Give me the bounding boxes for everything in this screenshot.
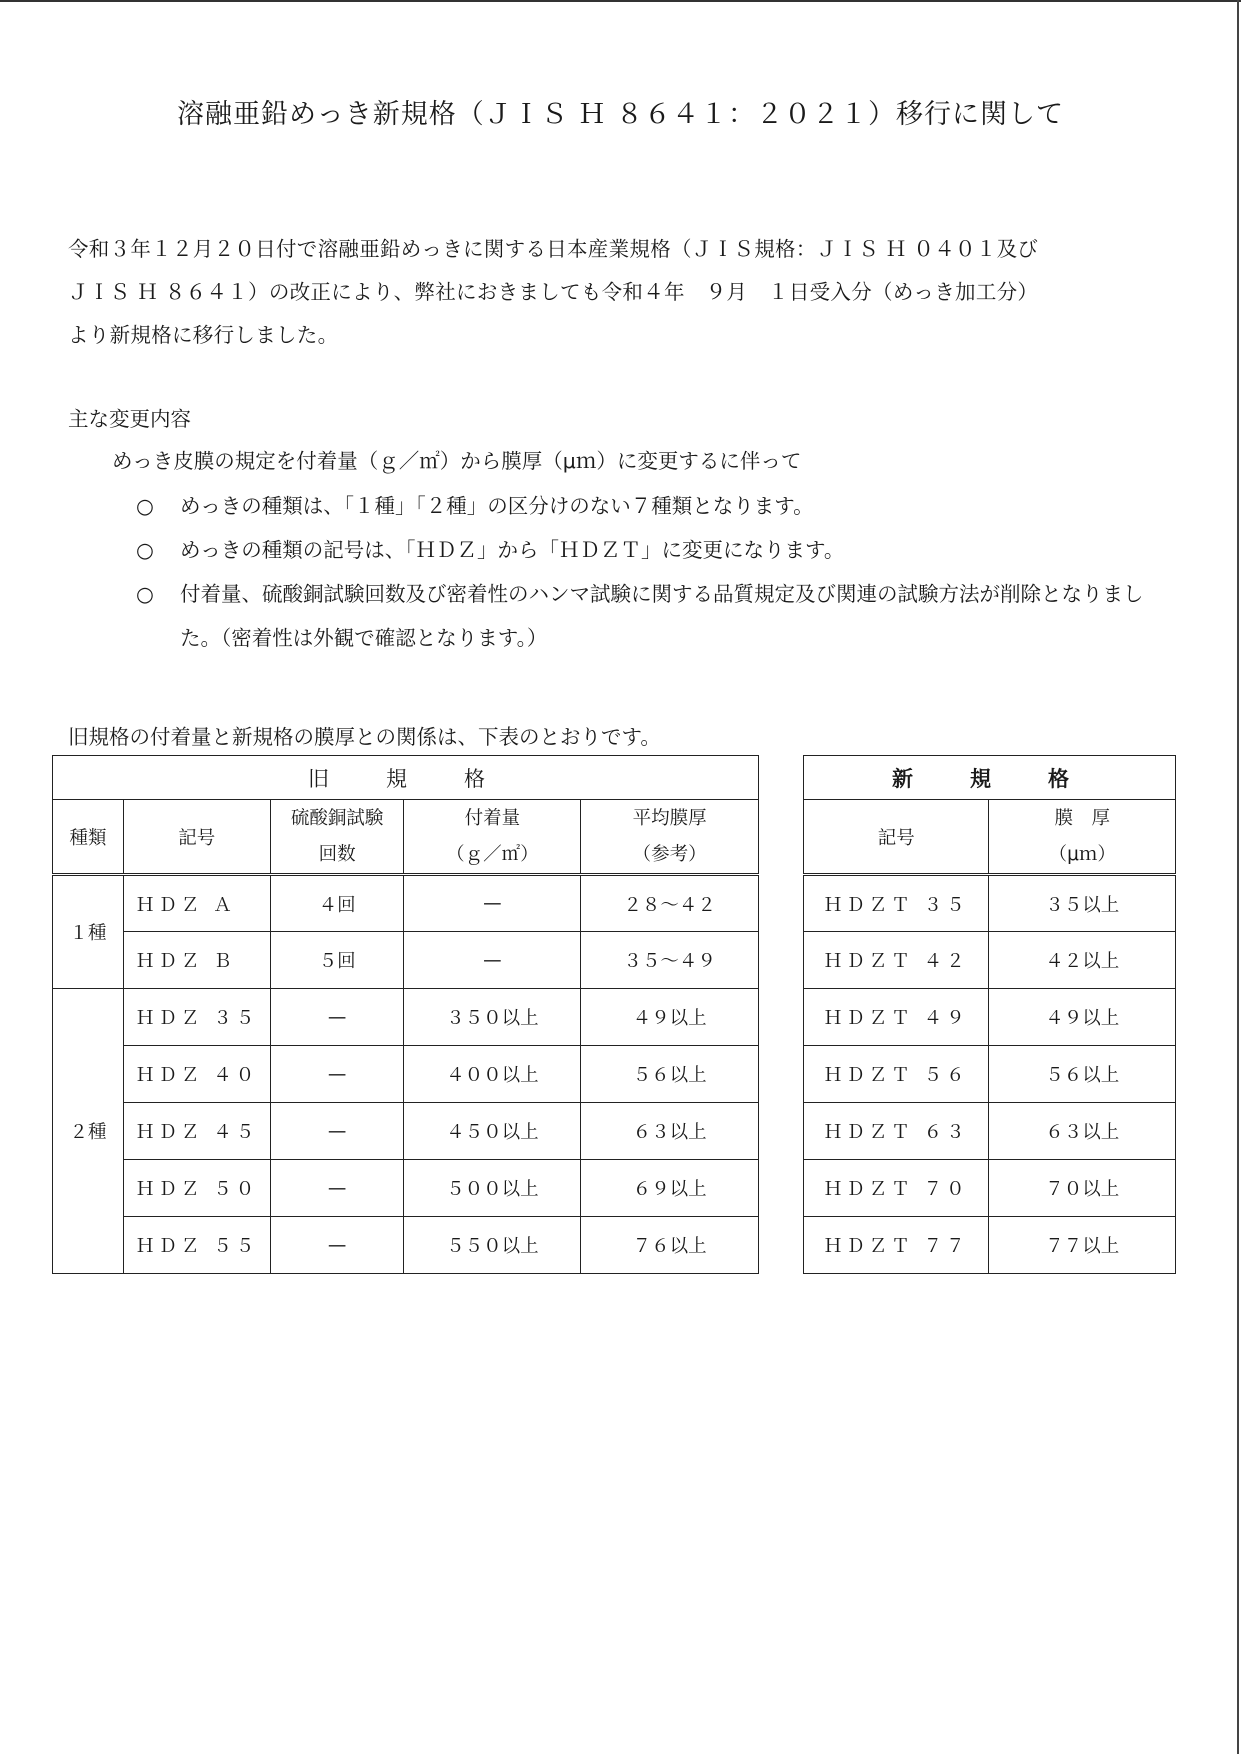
new-symbol-cell: ＨＤＺＴ ３５: [804, 875, 989, 932]
changes-list: [136, 484, 1176, 660]
col-header-copper-test-line1: 硫酸銅試験: [290, 807, 384, 829]
new-thickness-cell: ４２以上: [989, 932, 1176, 989]
table-row: [53, 1046, 759, 1103]
circle-bullet-icon: ○: [136, 582, 154, 606]
table-row: [53, 1160, 759, 1217]
symbol-cell: ＨＤＺ Ａ: [123, 875, 270, 932]
changes-intro: めっき皮膜の規定を付着量（ｇ／㎡）から膜厚（μｍ）に変更するに伴って: [112, 449, 802, 473]
copper-cell: —: [270, 1103, 404, 1160]
table-row: [53, 1217, 759, 1274]
thickness-cell: ４９以上: [581, 989, 759, 1046]
col-header-coating-mass-line1: 付着量: [464, 807, 521, 829]
table-row: [804, 932, 1176, 989]
col-header-coating-mass: [404, 800, 581, 875]
new-symbol-cell: ＨＤＺＴ ４９: [804, 989, 989, 1046]
copper-cell: —: [270, 989, 404, 1046]
mass-cell: —: [404, 875, 581, 932]
col-header-thickness-line1: 膜 厚: [1054, 807, 1110, 829]
table-row: [53, 989, 759, 1046]
col-header-thickness: [989, 800, 1176, 875]
new-symbol-cell: ＨＤＺＴ ７０: [804, 1160, 989, 1217]
col-header-thickness-line2: （μｍ）: [1048, 843, 1116, 865]
circle-bullet-icon: ○: [136, 538, 154, 562]
list-item: [136, 484, 1176, 528]
new-symbol-cell: ＨＤＺＴ ５６: [804, 1046, 989, 1103]
symbol-cell: ＨＤＺ ４０: [123, 1046, 270, 1103]
table-caption: 旧規格の付着量と新規格の膜厚との関係は、下表のとおりです。: [68, 725, 661, 749]
copper-cell: ４回: [270, 875, 404, 932]
mass-cell: —: [404, 932, 581, 989]
group-cell-type1: １種: [53, 875, 124, 989]
old-standard-table: [52, 755, 759, 1274]
scan-edge-top: [0, 0, 1241, 2]
new-thickness-cell: ３５以上: [989, 875, 1176, 932]
paragraph-line-1: 令和３年１２月２０日付で溶融亜鉛めっきに関する日本産業規格（ＪＩＳ規格：ＪＩＳ Ｈ ０４０１及び: [68, 237, 1039, 261]
col-header-copper-test-line2: 回数: [318, 843, 356, 865]
table-row: [804, 1160, 1176, 1217]
col-header-coating-mass-line2: （ｇ／㎡）: [446, 843, 539, 865]
col-header-copper-test: [270, 800, 404, 875]
copper-cell: —: [270, 1046, 404, 1103]
change-item-text: 付着量、硫酸銅試験回数及び密着性のハンマ試験に関する品質規定及び関連の試験方法が削除となりました。（密着性は外観で確認となります。）: [180, 582, 1144, 650]
change-item-text: めっきの種類の記号は、「ＨＤＺ」から「ＨＤＺＴ」に変更になります。: [180, 538, 845, 562]
group-cell-type2: ２種: [53, 989, 124, 1274]
col-header-new-symbol: 記号: [804, 800, 989, 875]
symbol-cell: ＨＤＺ ４５: [123, 1103, 270, 1160]
table-row: [804, 1217, 1176, 1274]
changes-heading: 主な変更内容: [68, 407, 191, 431]
list-item: [136, 572, 1176, 660]
symbol-cell: ＨＤＺ ５５: [123, 1217, 270, 1274]
table-row: [804, 1103, 1176, 1160]
col-header-avg-thickness-line2: （参考）: [632, 843, 707, 865]
col-header-type: 種類: [53, 800, 124, 875]
mass-cell: ４５０以上: [404, 1103, 581, 1160]
col-header-avg-thickness: [581, 800, 759, 875]
thickness-cell: ６３以上: [581, 1103, 759, 1160]
document-title: 溶融亜鉛めっき新規格（ＪＩＳ Ｈ ８６４１：２０２１）移行に関して: [177, 99, 1064, 130]
new-thickness-cell: ６３以上: [989, 1103, 1176, 1160]
col-header-avg-thickness-line1: 平均膜厚: [632, 807, 707, 829]
mass-cell: ３５０以上: [404, 989, 581, 1046]
new-symbol-cell: ＨＤＺＴ ６３: [804, 1103, 989, 1160]
new-symbol-cell: ＨＤＺＴ ４２: [804, 932, 989, 989]
new-thickness-cell: ４９以上: [989, 989, 1176, 1046]
col-header-symbol: 記号: [123, 800, 270, 875]
new-standard-header: 新 規 格: [804, 756, 1176, 800]
new-symbol-cell: ＨＤＺＴ ７７: [804, 1217, 989, 1274]
change-item-text: めっきの種類は、「１種」「２種」の区分けのない７種類となります。: [180, 494, 814, 518]
symbol-cell: ＨＤＺ ３５: [123, 989, 270, 1046]
table-row: [804, 989, 1176, 1046]
new-standard-table: [803, 755, 1176, 1274]
copper-cell: ５回: [270, 932, 404, 989]
thickness-cell: ７６以上: [581, 1217, 759, 1274]
paragraph-line-2: ＪＩＳ Ｈ ８６４１）の改正により、弊社におきましても令和４年 ９月 １日受入分（めっき加工分）: [68, 280, 1039, 304]
symbol-cell: ＨＤＺ Ｂ: [123, 932, 270, 989]
copper-cell: —: [270, 1217, 404, 1274]
new-thickness-cell: ７０以上: [989, 1160, 1176, 1217]
list-item: [136, 528, 1176, 572]
table-row: [804, 875, 1176, 932]
scan-edge-right: [1237, 0, 1239, 1754]
paragraph-line-3: より新規格に移行しました。: [68, 323, 339, 347]
new-thickness-cell: ５６以上: [989, 1046, 1176, 1103]
circle-bullet-icon: ○: [136, 494, 154, 518]
mass-cell: ５００以上: [404, 1160, 581, 1217]
mass-cell: ４００以上: [404, 1046, 581, 1103]
thickness-cell: ６９以上: [581, 1160, 759, 1217]
new-thickness-cell: ７７以上: [989, 1217, 1176, 1274]
intro-paragraph: [68, 228, 1178, 357]
table-row: [53, 875, 759, 932]
symbol-cell: ＨＤＺ ５０: [123, 1160, 270, 1217]
thickness-cell: ２８〜４２: [581, 875, 759, 932]
table-row: [53, 932, 759, 989]
old-standard-header: 旧 規 格: [53, 756, 759, 800]
thickness-cell: ５６以上: [581, 1046, 759, 1103]
mass-cell: ５５０以上: [404, 1217, 581, 1274]
copper-cell: —: [270, 1160, 404, 1217]
table-row: [804, 1046, 1176, 1103]
table-row: [53, 1103, 759, 1160]
thickness-cell: ３５〜４９: [581, 932, 759, 989]
